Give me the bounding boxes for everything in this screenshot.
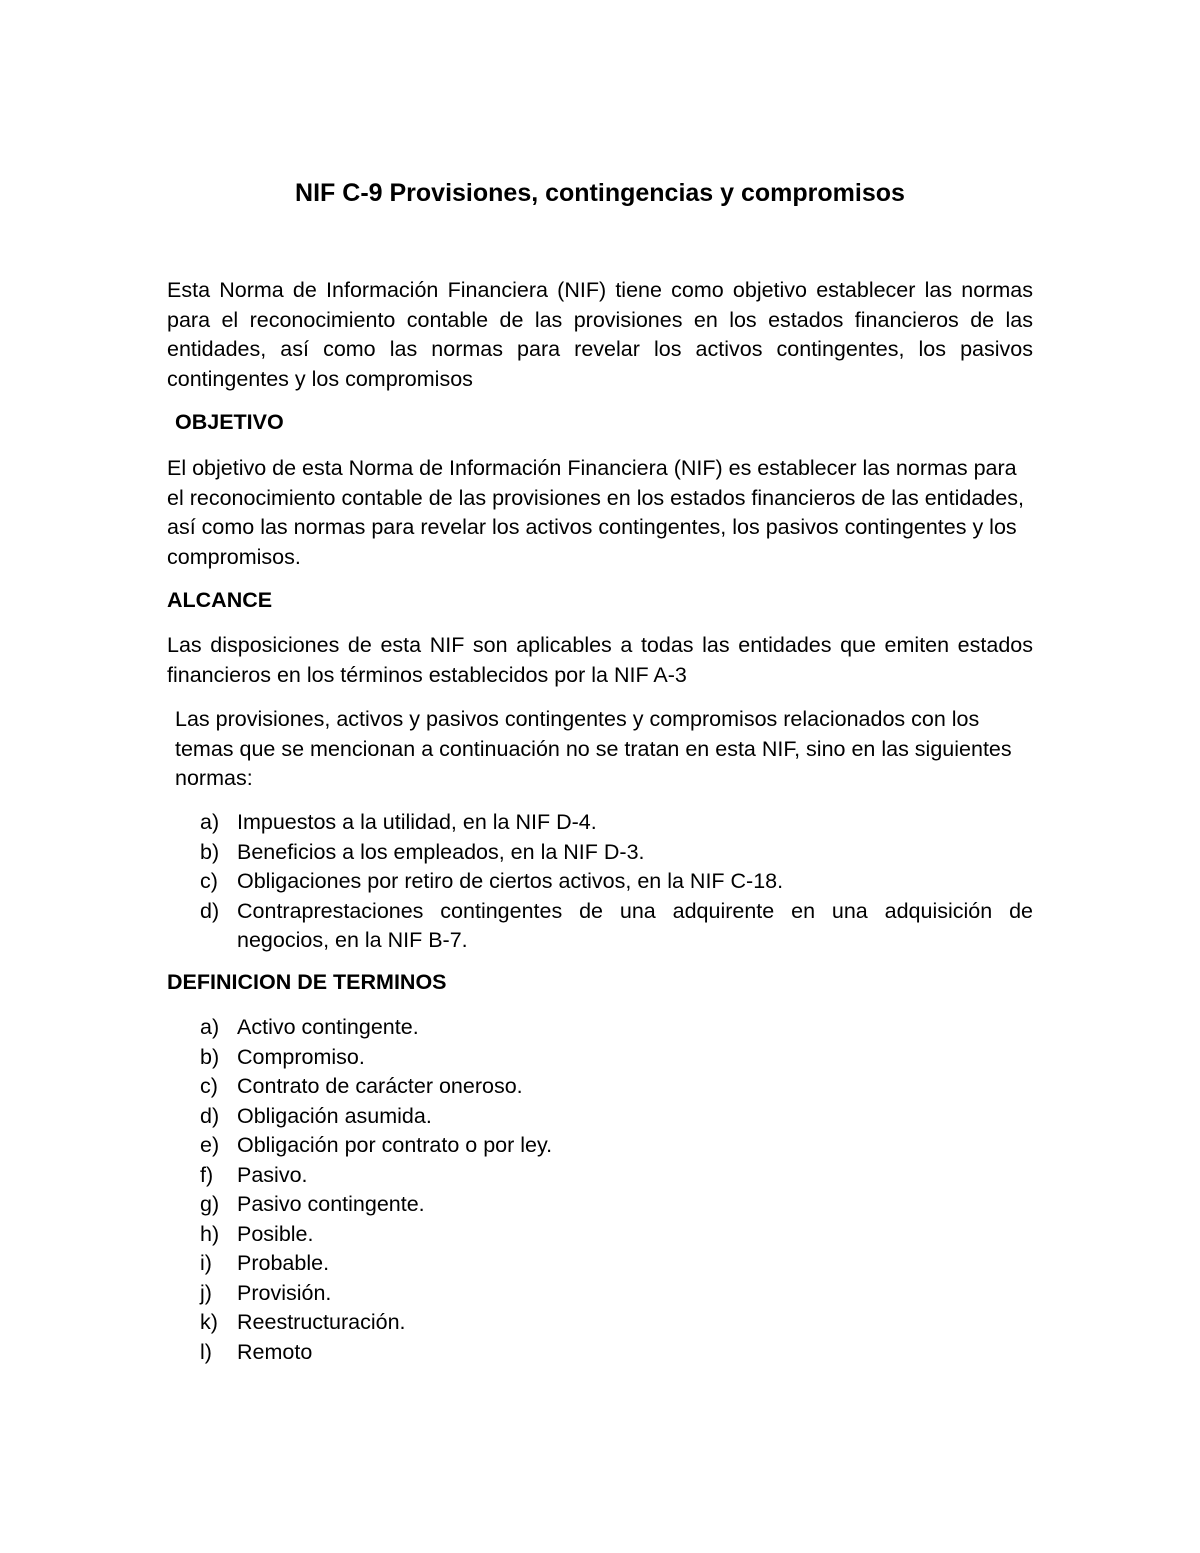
list-item bbox=[200, 1279, 1033, 1309]
alcance-paragraph-1: Las disposiciones de esta NIF son aplicables a todas las entidades que emiten estados financieros en los términos establecidos por la NIF A-3 bbox=[167, 633, 1033, 687]
list-item bbox=[200, 838, 1033, 868]
list-item-text: Probable. bbox=[237, 1251, 330, 1275]
list-item bbox=[200, 808, 1033, 838]
list-item-text: Obligación por contrato o por ley. bbox=[237, 1133, 553, 1157]
list-marker: i) bbox=[200, 1251, 212, 1275]
list-item-text: Contraprestaciones contingentes de una adquirente en una adquisición de negocios, en la NIF B-7. bbox=[237, 898, 1033, 952]
alcance-paragraph-2: Las provisiones, activos y pasivos contingentes y compromisos relacionados con los temas que se mencionan a continuación no se tratan en esta NIF, sino en las siguientes normas: bbox=[175, 707, 1012, 790]
list-marker: d) bbox=[200, 898, 220, 923]
list-item bbox=[200, 897, 1033, 956]
list-item-text: Impuestos a la utilidad, en la NIF D-4. bbox=[237, 810, 597, 834]
list-marker: b) bbox=[200, 839, 220, 864]
list-marker: b) bbox=[200, 1044, 220, 1069]
list-item-text: Remoto bbox=[237, 1339, 313, 1364]
list-item bbox=[200, 1102, 1033, 1132]
list-marker: a) bbox=[200, 1015, 220, 1039]
list-item-text: Pasivo contingente. bbox=[237, 1192, 425, 1216]
list-marker: h) bbox=[200, 1221, 220, 1246]
list-item bbox=[200, 867, 1033, 897]
objetivo-paragraph: El objetivo de esta Norma de Información Financiera (NIF) es establecer las normas para el reconocimiento contable de las provisiones en los estados financieros de las entidades, así como las normas para revelar los activos contingentes, los pasivos contingentes y los compromisos. bbox=[167, 456, 1024, 569]
list-item bbox=[200, 1013, 1033, 1043]
document-title: NIF C-9 Provisiones, contingencias y compromisos bbox=[295, 179, 905, 207]
list-item-text: Compromiso. bbox=[237, 1044, 365, 1069]
list-item-text: Beneficios a los empleados, en la NIF D-3. bbox=[237, 839, 645, 864]
list-item bbox=[200, 1220, 1033, 1250]
list-item-text: Obligación asumida. bbox=[237, 1103, 432, 1128]
list-marker: c) bbox=[200, 1074, 218, 1098]
list-marker: a) bbox=[200, 810, 220, 834]
list-item-text: Posible. bbox=[237, 1221, 314, 1246]
list-item bbox=[200, 1308, 1033, 1338]
list-marker: j) bbox=[200, 1280, 212, 1305]
definiciones-list bbox=[200, 1013, 1033, 1367]
list-item-text: Pasivo. bbox=[237, 1162, 308, 1187]
list-marker: f) bbox=[200, 1162, 214, 1187]
list-item bbox=[200, 1249, 1033, 1279]
list-item-text: Activo contingente. bbox=[237, 1015, 419, 1039]
definiciones-heading: DEFINICION DE TERMINOS bbox=[167, 970, 447, 994]
list-item bbox=[200, 1131, 1033, 1161]
objetivo-heading: OBJETIVO bbox=[175, 410, 284, 434]
list-marker: g) bbox=[200, 1192, 220, 1216]
list-item bbox=[200, 1161, 1033, 1191]
list-item bbox=[200, 1072, 1033, 1102]
list-marker: e) bbox=[200, 1133, 220, 1157]
list-marker: c) bbox=[200, 869, 218, 893]
list-item bbox=[200, 1190, 1033, 1220]
list-item-text: Provisión. bbox=[237, 1280, 332, 1305]
list-marker: l) bbox=[200, 1339, 212, 1364]
alcance-list bbox=[200, 808, 1033, 956]
list-item bbox=[200, 1043, 1033, 1073]
alcance-heading: ALCANCE bbox=[167, 588, 273, 612]
list-marker: d) bbox=[200, 1103, 220, 1128]
list-item-text: Obligaciones por retiro de ciertos activos, en la NIF C-18. bbox=[237, 869, 784, 893]
intro-paragraph: Esta Norma de Información Financiera (NIF) tiene como objetivo establecer las normas para el reconocimiento contable de las provisiones en los estados financieros de las entidades, así como las normas para revelar los activos contingentes, los pasivos contingentes y los compromisos bbox=[167, 278, 1033, 391]
list-marker: k) bbox=[200, 1310, 218, 1334]
list-item-text: Reestructuración. bbox=[237, 1310, 406, 1334]
list-item-text: Contrato de carácter oneroso. bbox=[237, 1074, 523, 1098]
list-item bbox=[200, 1338, 1033, 1368]
